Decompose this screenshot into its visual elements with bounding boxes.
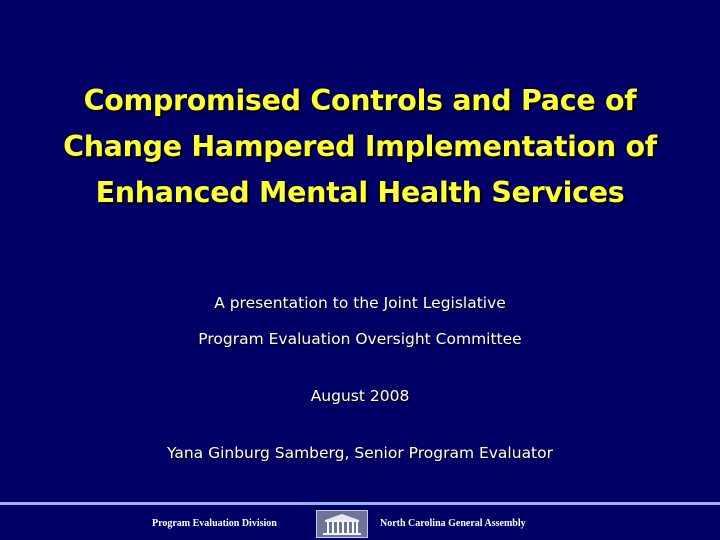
- legislative-building-icon: [316, 510, 368, 538]
- title-line-2: Change Hampered Implementation of: [63, 130, 657, 163]
- footer-division: Program Evaluation Division: [152, 518, 277, 529]
- subtitle-line-1: A presentation to the Joint Legislative: [214, 294, 506, 312]
- presenter-name: Yana Ginburg Samberg, Senior Program Evaluator: [167, 444, 553, 462]
- title-line-3: Enhanced Mental Health Services: [95, 176, 625, 209]
- title-line-1: Compromised Controls and Pace of: [83, 84, 637, 117]
- slide-title: [20, 78, 700, 216]
- footer: [0, 505, 720, 540]
- subtitle-line-2: Program Evaluation Oversight Committee: [198, 330, 522, 348]
- footer-organization: North Carolina General Assembly: [380, 518, 526, 529]
- presentation-date: August 2008: [310, 387, 410, 405]
